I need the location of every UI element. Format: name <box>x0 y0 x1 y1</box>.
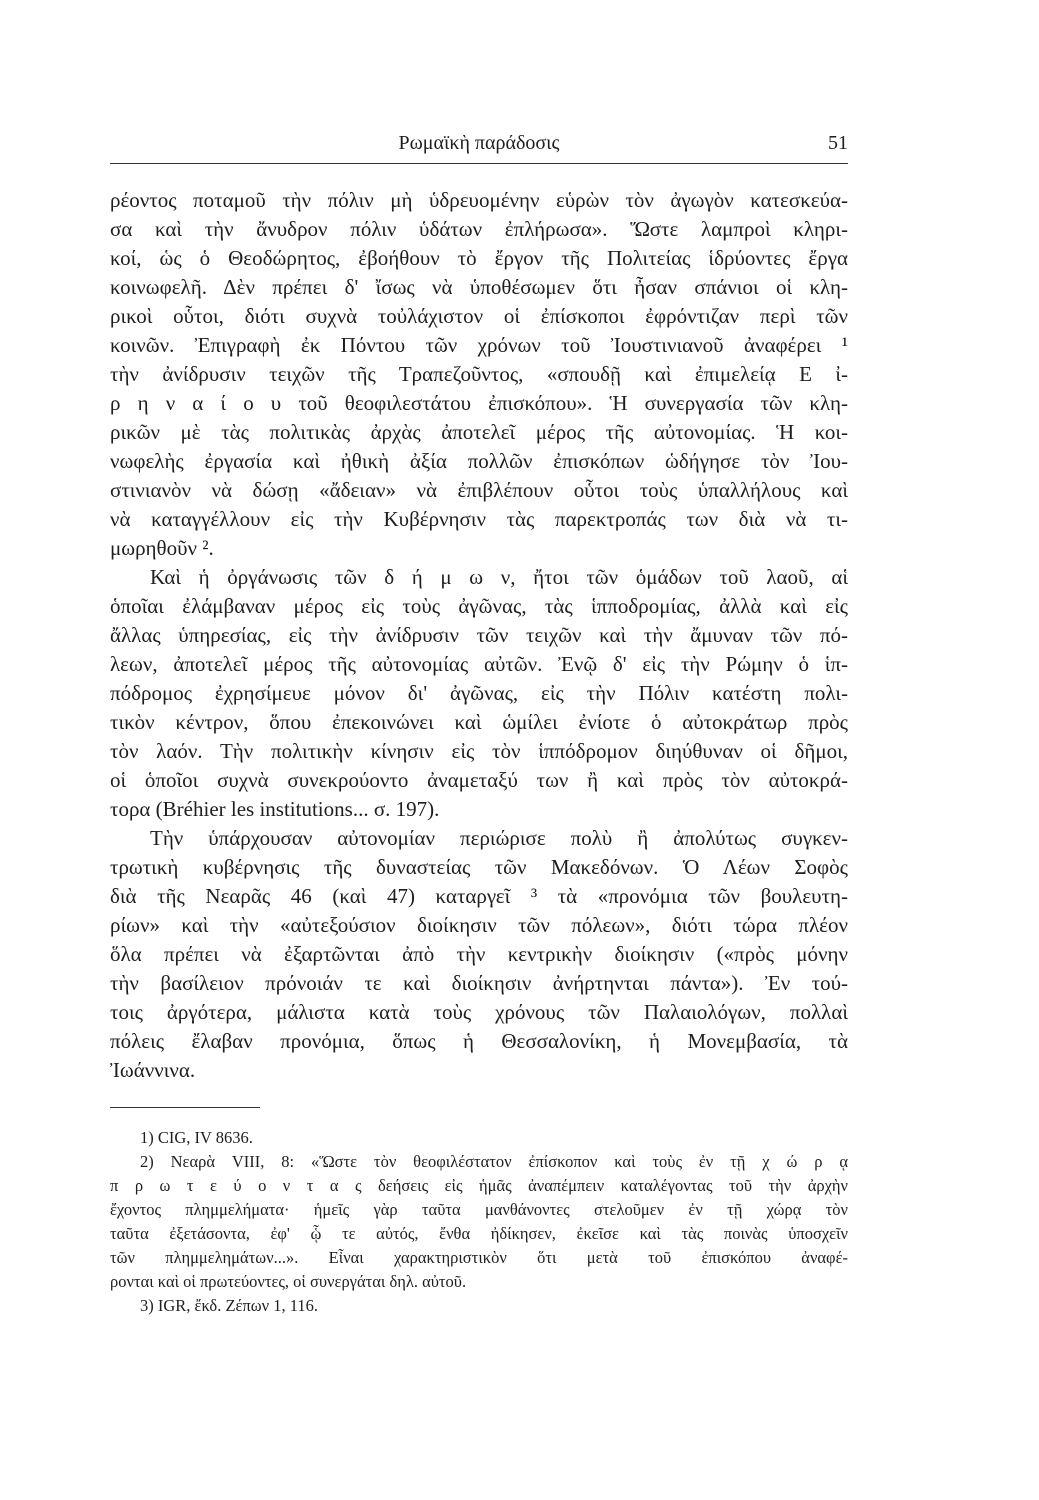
text-line: ὁποῖαι ἐλάμβαναν μέρος εἰς τοὺς ἀγῶνας, τὰς ἱπποδρομίας, ἀλλὰ καὶ εἰς <box>110 594 848 618</box>
text-line: κοινῶν. Ἐπιγραφὴ ἐκ Πόντου τῶν χρόνων τοῦ Ἰουστινιανοῦ ἀναφέρει ¹ <box>110 333 848 357</box>
text-line: τὸν λαόν. Τὴν πολιτικὴν κίνησιν εἰς τὸν ἱππόδρομον διηύθυναν οἱ δῆμοι, <box>110 739 848 763</box>
text-line: οἱ ὁποῖοι συχνὰ συνεκρούοντο ἀναμεταξύ των ἢ καὶ πρὸς τὸν αὐτοκρά- <box>110 768 848 792</box>
text-line: ρικῶν μὲ τὰς πολιτικὰς ἀρχὰς ἀποτελεῖ μέρος τῆς αὐτονομίας. Ἡ κοι- <box>110 420 848 444</box>
text-line: κοί, ὡς ὁ Θεοδώρητος, ἐβοήθουν τὸ ἔργον τῆς Πολιτείας ἱδρύοντες ἔργα <box>110 246 848 270</box>
footnote-line: ἔχοντος πλημμελήματα· ἡμεῖς γὰρ ταῦτα μανθάνοντες στελοῦμεν ἐν τῇ χώρᾳ τὸν <box>110 1200 848 1219</box>
text-line: τὴν βασίλειον πρόνοιάν τε καὶ διοίκησιν ἀνήρτηνται πάντα»). Ἐν τού- <box>110 971 848 995</box>
text-line: νωφελὴς ἐργασία καὶ ἠθικὴ ἀξία πολλῶν ἐπισκόπων ὡδήγησε τὸν Ἰου- <box>110 449 848 473</box>
text-line: μωρηθοῦν ². <box>110 536 214 560</box>
footnote-line: 1) CIG, IV 8636. <box>140 1128 253 1147</box>
text-line: σα καὶ τὴν ἄνυδρον πόλιν ὑδάτων ἐπλήρωσα». Ὥστε λαμπροὶ κληρι- <box>110 217 848 241</box>
text-line: ρικοὶ οὗτοι, διότι συχνὰ τοὐλάχιστον οἱ ἐπίσκοποι ἐφρόντιζαν περὶ τῶν <box>110 304 848 328</box>
footnote-line: ταῦτα ἐξετάσοντα, ἐφ' ᾧ τε αὐτός, ἔνθα ἠδίκησεν, ἐκεῖσε καὶ τὰς ποινὰς ὑποσχεῖν <box>110 1224 848 1243</box>
text-line: διὰ τῆς Νεαρᾶς 46 (καὶ 47) καταργεῖ ³ τὰ «προνόμια τῶν βουλευτη- <box>110 884 848 908</box>
text-line: τικὸν κέντρον, ὅπου ἐπεκοινώνει καὶ ὡμίλει ἐνίοτε ὁ αὐτοκράτωρ πρὸς <box>110 710 848 734</box>
footnote-rule <box>110 1107 260 1108</box>
text-line: νὰ καταγγέλλουν εἰς τὴν Κυβέρνησιν τὰς παρεκτροπάς των διὰ νὰ τι- <box>110 507 848 531</box>
footnote-line: ρονται καὶ οἱ πρωτεύοντες, οἱ συνεργάται δηλ. αὐτοῦ. <box>110 1272 467 1291</box>
text-line: ὅλα πρέπει νὰ ἐξαρτῶνται ἀπὸ τὴν κεντρικὴν διοίκησιν («πρὸς μόνην <box>110 942 848 966</box>
text-line: ρ η ν α ί ο υ τοῦ θεοφιλεστάτου ἐπισκόπου». Ἡ συνεργασία τῶν κλη- <box>110 391 848 415</box>
text-line: Ἰωάννινα. <box>110 1058 196 1082</box>
running-title: Ρωμαϊκὴ παράδοσις <box>398 132 560 154</box>
text-line: ρίων» καὶ τὴν «αὐτεξούσιον διοίκησιν τῶν πόλεων», διότι τώρα πλέον <box>110 913 848 937</box>
text-line: τοις ἀργότερα, μάλιστα κατὰ τοὺς χρόνους τῶν Παλαιολόγων, πολλαὶ <box>110 1000 848 1024</box>
text-line: κοινωφελῆ. Δὲν πρέπει δ' ἴσως νὰ ὑποθέσωμεν ὅτι ἦσαν σπάνιοι οἱ κλη- <box>110 275 848 299</box>
text-line: τορα (Bréhier les institutions... σ. 197). <box>110 797 440 821</box>
text-line: ἄλλας ὑπηρεσίας, εἰς τὴν ἀνίδρυσιν τῶν τειχῶν καὶ τὴν ἄμυναν τῶν πό- <box>110 623 848 647</box>
footnote-line: 2) Νεαρὰ VIII, 8: «Ὥστε τὸν θεοφιλέστατον ἐπίσκοπον καὶ τοὺς ἐν τῇ χ ώ ρ ᾳ <box>140 1152 848 1171</box>
text-line: πόδρομος ἐχρησίμευε μόνον δι' ἀγῶνας, εἰς τὴν Πόλιν κατέστη πολι- <box>110 681 848 705</box>
footnotes <box>110 1126 848 1318</box>
text-line: Τὴν ὑπάρχουσαν αὐτονομίαν περιώρισε πολὺ ἢ ἀπολύτως συγκεν- <box>150 826 848 850</box>
body-text <box>110 186 848 1085</box>
text-line: στινιανὸν νὰ δώσῃ «ἄδειαν» νὰ ἐπιβλέπουν οὗτοι τοὺς ὑπαλλήλους καὶ <box>110 478 848 502</box>
text-line: λεων, ἀποτελεῖ μέρος τῆς αὐτονομίας αὐτῶν. Ἐνῷ δ' εἰς τὴν Ρώμην ὁ ἱπ- <box>110 652 848 676</box>
text-line: Καὶ ἡ ὀργάνωσις τῶν δ ή μ ω ν, ἤτοι τῶν ὁμάδων τοῦ λαοῦ, αἱ <box>150 565 848 589</box>
page-number: 51 <box>828 132 848 154</box>
footnote-line: τῶν πλημμελημάτων...». Εἶναι χαρακτηριστικὸν ὅτι μετὰ τοῦ ἐπισκόπου ἀναφέ- <box>110 1248 848 1267</box>
text-line: πόλεις ἔλαβαν προνόμια, ὅπως ἡ Θεσσαλονίκη, ἡ Μονεμβασία, τὰ <box>110 1029 848 1053</box>
footnote-line: 3) IGR, ἔκδ. Ζέπων 1, 116. <box>140 1296 318 1315</box>
text-line: τὴν ἀνίδρυσιν τειχῶν τῆς Τραπεζοῦντος, «σπουδῇ καὶ ἐπιμελείᾳ Ε ἰ- <box>110 362 848 386</box>
text-line: ρέοντος ποταμοῦ τὴν πόλιν μὴ ὑδρευομένην εὑρὼν τὸν ἀγωγὸν κατεσκεύα- <box>110 188 848 212</box>
text-line: τρωτικὴ κυβέρνησις τῆς δυναστείας τῶν Μακεδόνων. Ὁ Λέων Σοφὸς <box>110 855 848 879</box>
running-header <box>110 130 848 160</box>
footnote-line: π ρ ω τ ε ύ ο ν τ α ς δεήσεις εἰς ἡμᾶς ἀναπέμπειν καταλέγοντας τοῦ τὴν ἀρχὴν <box>110 1176 848 1195</box>
header-rule <box>110 163 848 164</box>
